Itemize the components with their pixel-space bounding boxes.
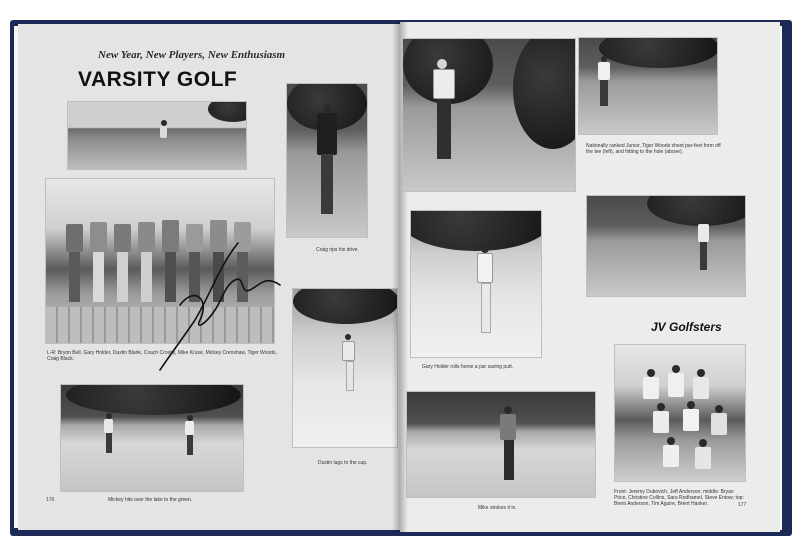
caption-dustin: Dustin lags to the cup. — [318, 460, 368, 466]
photo-fairway-golfer — [67, 101, 247, 170]
caption-craig: Craig rips his drive. — [316, 247, 359, 253]
caption-tiger: Nationally ranked Junior, Tiger Woods shoot par-feet form off the tee (left), and hitting to the hole (above). — [586, 143, 721, 155]
caption-jv: Front: Jeremy Dubovich, Jeff Anderson; middle: Bryan Price, Christine Collins, Sara Rodhamel, Steve Entow; top: Brent Anderson, Tim Aguire, Brent Hanker. — [614, 489, 744, 507]
tree — [647, 195, 746, 226]
section-headline: New Year, New Players, New Enthusiasm — [98, 49, 286, 61]
photo-tiger-hole — [586, 195, 746, 297]
photo-tiger-tee — [578, 37, 718, 135]
page-number-left: 176 — [46, 497, 55, 503]
tree — [66, 384, 241, 415]
photo-jv-team — [614, 344, 746, 482]
caption-gary: Gary Holder rolls home a par saving putt. — [422, 364, 514, 370]
jv-group — [627, 365, 737, 475]
caption-team: L-R: Bryon Bell, Gary Holder, Dustin Blank, Coach Crosby, Mike Kruse, Mickey Crenshaw, Tiger Woods, Craig Black. — [47, 350, 277, 362]
photo-tiger-swing — [402, 38, 576, 192]
caption-mike: Mike strokes it in. — [478, 505, 517, 511]
page-number-right: 177 — [738, 502, 747, 508]
photo-mickey-lake — [60, 384, 244, 492]
jv-title: JV Golfsters — [651, 320, 722, 334]
tree — [208, 101, 247, 122]
caption-mickey: Mickey hits over the lake to the green. — [108, 497, 193, 503]
team-lineup — [56, 214, 266, 309]
photo-varsity-team — [45, 178, 275, 344]
photo-dustin-putt — [292, 288, 398, 448]
photo-craig-drive — [286, 83, 368, 238]
tree — [513, 38, 576, 149]
photo-mike-putt — [406, 391, 596, 498]
tree — [293, 288, 398, 324]
wooden-fence — [46, 307, 275, 344]
tree — [599, 37, 718, 68]
tree — [410, 210, 542, 251]
page-title: VARSITY GOLF — [78, 68, 238, 91]
photo-gary-putt — [410, 210, 542, 358]
